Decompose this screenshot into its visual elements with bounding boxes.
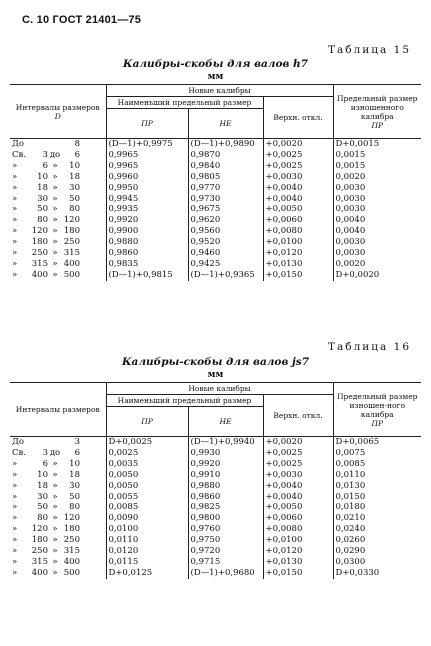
interval-to: 30 <box>69 480 80 491</box>
upper-dev-cell: +0,0040 <box>263 481 333 492</box>
interval-word: » <box>52 171 58 182</box>
interval-word: » <box>52 182 58 193</box>
table-row <box>10 204 421 215</box>
table16-label: Таблица 16 <box>328 341 411 353</box>
interval-from: 180 <box>31 237 48 248</box>
interval-to: 400 <box>63 556 80 567</box>
pr-cell: 0,0050 <box>106 481 188 492</box>
interval-word: » <box>52 524 58 535</box>
interval-prefix: » <box>12 215 18 226</box>
interval-to: 180 <box>63 524 80 535</box>
wear-cell: 0,0030 <box>335 204 366 215</box>
wear-cell: 0,0030 <box>335 193 366 204</box>
interval-cell <box>10 437 106 448</box>
wear-cell: 0,0040 <box>335 215 366 226</box>
interval-word: » <box>52 226 58 237</box>
ne-cell: 0,9520 <box>188 237 263 248</box>
interval-to: 18 <box>69 469 80 480</box>
ne-cell: 0,9930 <box>188 448 263 459</box>
ne-cell: 0,9750 <box>188 535 263 546</box>
interval-to: 315 <box>63 546 80 557</box>
table-row <box>10 546 421 557</box>
interval-cell <box>10 568 106 579</box>
pr-cell: 0,9965 <box>106 161 188 172</box>
pr-cell: 0,9965 <box>106 150 188 161</box>
interval-prefix: » <box>12 160 18 171</box>
interval-word: » <box>52 556 58 567</box>
table-row <box>10 172 421 183</box>
wear-cell: D+0,0065 <box>335 437 380 447</box>
table15 <box>10 84 421 281</box>
upper-dev-cell: +0,0080 <box>263 524 333 535</box>
interval-cell <box>10 194 106 205</box>
table-row <box>10 568 421 579</box>
interval-cell <box>10 535 106 546</box>
table-row <box>10 524 421 535</box>
ne-cell: (D—1)+0,9680 <box>188 568 263 579</box>
interval-from: 50 <box>37 204 48 215</box>
interval-cell <box>10 502 106 513</box>
ne-cell: 0,9560 <box>188 226 263 237</box>
interval-from: 80 <box>37 215 48 226</box>
interval-prefix: » <box>12 469 18 480</box>
col-ne-header: НЕ <box>188 109 263 139</box>
upper-dev-cell: +0,0050 <box>263 502 333 513</box>
interval-cell <box>10 492 106 503</box>
interval-from: 400 <box>31 269 48 280</box>
wear-cell: D+0,0015 <box>335 139 380 149</box>
pr-cell: 0,0100 <box>106 524 188 535</box>
interval-word: » <box>52 204 58 215</box>
pr-cell: 0,0090 <box>106 513 188 524</box>
table-row <box>10 183 421 194</box>
interval-word: » <box>52 237 58 248</box>
interval-cell <box>10 270 106 281</box>
wear-cell: 0,0030 <box>335 237 366 248</box>
interval-to: 250 <box>63 237 80 248</box>
interval-prefix: » <box>12 458 18 469</box>
table-row <box>10 437 421 448</box>
interval-cell <box>10 161 106 172</box>
interval-prefix: » <box>12 171 18 182</box>
upper-dev-cell: +0,0030 <box>263 172 333 183</box>
interval-to: 8 <box>74 139 80 149</box>
ne-cell: 0,9870 <box>188 150 263 161</box>
interval-cell <box>10 215 106 226</box>
interval-word: » <box>52 469 58 480</box>
interval-prefix: » <box>12 556 18 567</box>
col-smallest-header: Наименьший предельный размер <box>106 97 263 109</box>
ne-cell: 0,9620 <box>188 215 263 226</box>
interval-word: » <box>52 480 58 491</box>
upper-dev-cell: +0,0130 <box>263 557 333 568</box>
pr-cell: 0,0050 <box>106 470 188 481</box>
col-new-gauges-header: Новые калибры <box>106 383 333 395</box>
interval-word: » <box>52 258 58 269</box>
interval-to: 250 <box>63 535 80 546</box>
wear-cell: 0,0110 <box>335 469 366 480</box>
ne-cell: (D—1)+0,9365 <box>188 270 263 281</box>
wear-cell: 0,0015 <box>335 160 366 171</box>
interval-prefix: До <box>12 139 25 149</box>
pr-cell: 0,9935 <box>106 204 188 215</box>
table-row <box>10 226 421 237</box>
interval-to: 500 <box>63 269 80 280</box>
interval-to: 315 <box>63 248 80 259</box>
interval-prefix: » <box>12 237 18 248</box>
table-row <box>10 237 421 248</box>
interval-from: 10 <box>37 469 48 480</box>
pr-cell: 0,9860 <box>106 248 188 259</box>
interval-from: 120 <box>31 226 48 237</box>
interval-from: 18 <box>37 480 48 491</box>
wear-cell: 0,0015 <box>335 149 366 160</box>
interval-to: 400 <box>63 258 80 269</box>
table-row <box>10 470 421 481</box>
table-row <box>10 259 421 270</box>
interval-to: 10 <box>69 458 80 469</box>
pr-cell: 0,9900 <box>106 226 188 237</box>
table-row <box>10 492 421 503</box>
interval-word: » <box>52 458 58 469</box>
upper-dev-cell: +0,0025 <box>263 448 333 459</box>
interval-to: 80 <box>69 502 80 513</box>
upper-dev-cell: +0,0150 <box>263 568 333 579</box>
interval-cell <box>10 513 106 524</box>
table-row <box>10 502 421 513</box>
interval-prefix: » <box>12 513 18 524</box>
col-intervals-header: Интервалы размеров <box>10 383 106 437</box>
ne-cell: 0,9800 <box>188 513 263 524</box>
interval-from: 10 <box>37 171 48 182</box>
wear-cell: 0,0210 <box>335 513 366 524</box>
table-row <box>10 535 421 546</box>
interval-cell <box>10 459 106 470</box>
interval-word: » <box>52 248 58 259</box>
upper-dev-cell: +0,0130 <box>263 259 333 270</box>
table-row <box>10 270 421 281</box>
wear-cell: 0,0150 <box>335 491 366 502</box>
interval-to: 120 <box>63 513 80 524</box>
interval-from: 30 <box>37 491 48 502</box>
interval-cell <box>10 259 106 270</box>
pr-cell: 0,0110 <box>106 535 188 546</box>
ne-cell: 0,9730 <box>188 194 263 205</box>
interval-cell <box>10 139 106 150</box>
interval-word: » <box>52 502 58 513</box>
col-wear-header: Предельный размер изношенного калибра ПР <box>333 85 421 139</box>
col-new-gauges-header: Новые калибры <box>106 85 333 97</box>
interval-prefix: До <box>12 437 25 447</box>
interval-to: 180 <box>63 226 80 237</box>
interval-from: 6 <box>42 458 48 469</box>
wear-cell: 0,0030 <box>335 182 366 193</box>
upper-dev-cell: +0,0020 <box>263 139 333 150</box>
interval-to: 500 <box>63 567 80 578</box>
wear-cell: 0,0180 <box>335 502 366 513</box>
pr-cell: 0,9960 <box>106 172 188 183</box>
interval-word: » <box>52 215 58 226</box>
interval-from: 50 <box>37 502 48 513</box>
interval-word: » <box>52 160 58 171</box>
interval-to: 10 <box>69 160 80 171</box>
interval-to: 3 <box>74 437 80 447</box>
col-upper-dev-header: Верхн. откл. <box>263 97 333 139</box>
ne-cell: 0,9910 <box>188 470 263 481</box>
interval-cell <box>10 557 106 568</box>
table15-unit: мм <box>207 72 224 82</box>
col-intervals-header: Интервалы размеров D <box>10 85 106 139</box>
pr-cell: (D—1)+0,9815 <box>106 270 188 281</box>
pr-cell: 0,9835 <box>106 259 188 270</box>
pr-cell: 0,0115 <box>106 557 188 568</box>
interval-from: 250 <box>31 546 48 557</box>
interval-word: до <box>49 149 61 160</box>
pr-cell: 0,9920 <box>106 215 188 226</box>
interval-prefix: » <box>12 258 18 269</box>
page-header: С. 10 ГОСТ 21401—75 <box>22 14 142 26</box>
ne-cell: 0,9880 <box>188 481 263 492</box>
interval-to: 6 <box>74 447 80 458</box>
table-row <box>10 248 421 259</box>
table15-title: Калибры-скобы для валов h7 <box>123 58 308 70</box>
interval-cell <box>10 172 106 183</box>
table-row <box>10 139 421 150</box>
pr-cell: 0,9945 <box>106 194 188 205</box>
table16-title: Калибры-скобы для валов js7 <box>121 356 310 368</box>
table-row <box>10 448 421 459</box>
wear-cell: 0,0130 <box>335 480 366 491</box>
interval-prefix: » <box>12 567 18 578</box>
interval-prefix: » <box>12 226 18 237</box>
table15-label: Таблица 15 <box>328 44 411 56</box>
interval-to: 80 <box>69 204 80 215</box>
ne-cell: 0,9920 <box>188 459 263 470</box>
interval-to: 120 <box>63 215 80 226</box>
wear-cell: 0,0040 <box>335 226 366 237</box>
interval-from: 250 <box>31 248 48 259</box>
table-row <box>10 513 421 524</box>
wear-cell: 0,0020 <box>335 258 366 269</box>
upper-dev-cell: +0,0050 <box>263 204 333 215</box>
wear-cell: 0,0030 <box>335 248 366 259</box>
col-pr-header: ПР <box>106 109 188 139</box>
wear-cell: 0,0240 <box>335 524 366 535</box>
interval-from: 3 <box>42 149 48 160</box>
interval-cell <box>10 546 106 557</box>
interval-prefix: Св. <box>12 149 26 160</box>
interval-prefix: » <box>12 204 18 215</box>
interval-from: 180 <box>31 535 48 546</box>
interval-to: 50 <box>69 193 80 204</box>
interval-cell <box>10 183 106 194</box>
interval-cell <box>10 470 106 481</box>
pr-cell: 0,0055 <box>106 492 188 503</box>
pr-cell: (D—1)+0,9975 <box>106 139 188 150</box>
interval-from: 400 <box>31 567 48 578</box>
interval-from: 6 <box>42 160 48 171</box>
ne-cell: 0,9840 <box>188 161 263 172</box>
pr-cell: 0,0035 <box>106 459 188 470</box>
upper-dev-cell: +0,0025 <box>263 150 333 161</box>
ne-cell: 0,9460 <box>188 248 263 259</box>
pr-cell: 0,9880 <box>106 237 188 248</box>
table-row <box>10 557 421 568</box>
col-wear-header: Предельный размер изношен-ного калибра ПР <box>333 383 421 437</box>
upper-dev-cell: +0,0040 <box>263 183 333 194</box>
upper-dev-cell: +0,0030 <box>263 470 333 481</box>
ne-cell: 0,9675 <box>188 204 263 215</box>
interval-to: 50 <box>69 491 80 502</box>
interval-word: » <box>52 491 58 502</box>
interval-prefix: » <box>12 193 18 204</box>
upper-dev-cell: +0,0025 <box>263 161 333 172</box>
pr-cell: 0,9950 <box>106 183 188 194</box>
interval-prefix: » <box>12 269 18 280</box>
ne-cell: 0,9860 <box>188 492 263 503</box>
table-row <box>10 459 421 470</box>
interval-to: 30 <box>69 182 80 193</box>
interval-word: » <box>52 193 58 204</box>
interval-cell <box>10 524 106 535</box>
table16-unit: мм <box>207 370 224 380</box>
pr-cell: D+0,0025 <box>106 437 188 448</box>
upper-dev-cell: +0,0020 <box>263 437 333 448</box>
wear-cell: 0,0020 <box>335 171 366 182</box>
wear-cell: 0,0075 <box>335 447 366 458</box>
interval-prefix: » <box>12 535 18 546</box>
interval-cell <box>10 248 106 259</box>
interval-prefix: » <box>12 502 18 513</box>
ne-cell: 0,9825 <box>188 502 263 513</box>
upper-dev-cell: +0,0100 <box>263 535 333 546</box>
ne-cell: 0,9760 <box>188 524 263 535</box>
interval-word: » <box>52 535 58 546</box>
ne-cell: 0,9720 <box>188 546 263 557</box>
interval-word: » <box>52 513 58 524</box>
interval-word: до <box>49 447 61 458</box>
interval-cell <box>10 150 106 161</box>
interval-from: 80 <box>37 513 48 524</box>
upper-dev-cell: +0,0120 <box>263 546 333 557</box>
wear-cell: 0,0085 <box>335 458 366 469</box>
interval-from: 315 <box>31 556 48 567</box>
ne-cell: 0,9715 <box>188 557 263 568</box>
interval-word: » <box>52 269 58 280</box>
upper-dev-cell: +0,0150 <box>263 270 333 281</box>
col-pr-header: ПР <box>106 407 188 437</box>
interval-prefix: » <box>12 182 18 193</box>
ne-cell: 0,9770 <box>188 183 263 194</box>
upper-dev-cell: +0,0100 <box>263 237 333 248</box>
interval-word: » <box>52 546 58 557</box>
interval-to: 6 <box>74 149 80 160</box>
interval-prefix: » <box>12 480 18 491</box>
upper-dev-cell: +0,0040 <box>263 492 333 503</box>
interval-prefix: » <box>12 248 18 259</box>
interval-prefix: Св. <box>12 447 26 458</box>
upper-dev-cell: +0,0040 <box>263 194 333 205</box>
interval-prefix: » <box>12 524 18 535</box>
interval-cell <box>10 237 106 248</box>
interval-prefix: » <box>12 491 18 502</box>
table-row <box>10 194 421 205</box>
interval-from: 3 <box>42 447 48 458</box>
pr-cell: 0,0120 <box>106 546 188 557</box>
wear-cell: D+0,0330 <box>335 567 380 578</box>
wear-cell: 0,0260 <box>335 535 366 546</box>
wear-cell: 0,0290 <box>335 546 366 557</box>
col-upper-dev-header: Верхн. откл. <box>263 395 333 437</box>
interval-cell <box>10 204 106 215</box>
table-row <box>10 215 421 226</box>
ne-cell: (D—1)+0,9940 <box>188 437 263 448</box>
interval-word: » <box>52 567 58 578</box>
pr-cell: D+0,0125 <box>106 568 188 579</box>
table-row <box>10 150 421 161</box>
ne-cell: 0,9805 <box>188 172 263 183</box>
interval-to: 18 <box>69 171 80 182</box>
wear-cell: D+0,0020 <box>335 269 380 280</box>
interval-from: 315 <box>31 258 48 269</box>
upper-dev-cell: +0,0025 <box>263 459 333 470</box>
table-row <box>10 161 421 172</box>
interval-cell <box>10 481 106 492</box>
pr-cell: 0,0025 <box>106 448 188 459</box>
interval-from: 30 <box>37 193 48 204</box>
interval-prefix: » <box>12 546 18 557</box>
col-smallest-header: Наименьший предельный размер <box>106 395 263 407</box>
interval-from: 18 <box>37 182 48 193</box>
interval-cell <box>10 226 106 237</box>
ne-cell: 0,9425 <box>188 259 263 270</box>
upper-dev-cell: +0,0080 <box>263 226 333 237</box>
upper-dev-cell: +0,0060 <box>263 513 333 524</box>
wear-cell: 0,0300 <box>335 556 366 567</box>
ne-cell: (D—1)+0,9890 <box>188 139 263 150</box>
interval-from: 120 <box>31 524 48 535</box>
pr-cell: 0,0085 <box>106 502 188 513</box>
col-ne-header: НЕ <box>188 407 263 437</box>
upper-dev-cell: +0,0060 <box>263 215 333 226</box>
interval-cell <box>10 448 106 459</box>
table16 <box>10 382 421 579</box>
upper-dev-cell: +0,0120 <box>263 248 333 259</box>
table-row <box>10 481 421 492</box>
